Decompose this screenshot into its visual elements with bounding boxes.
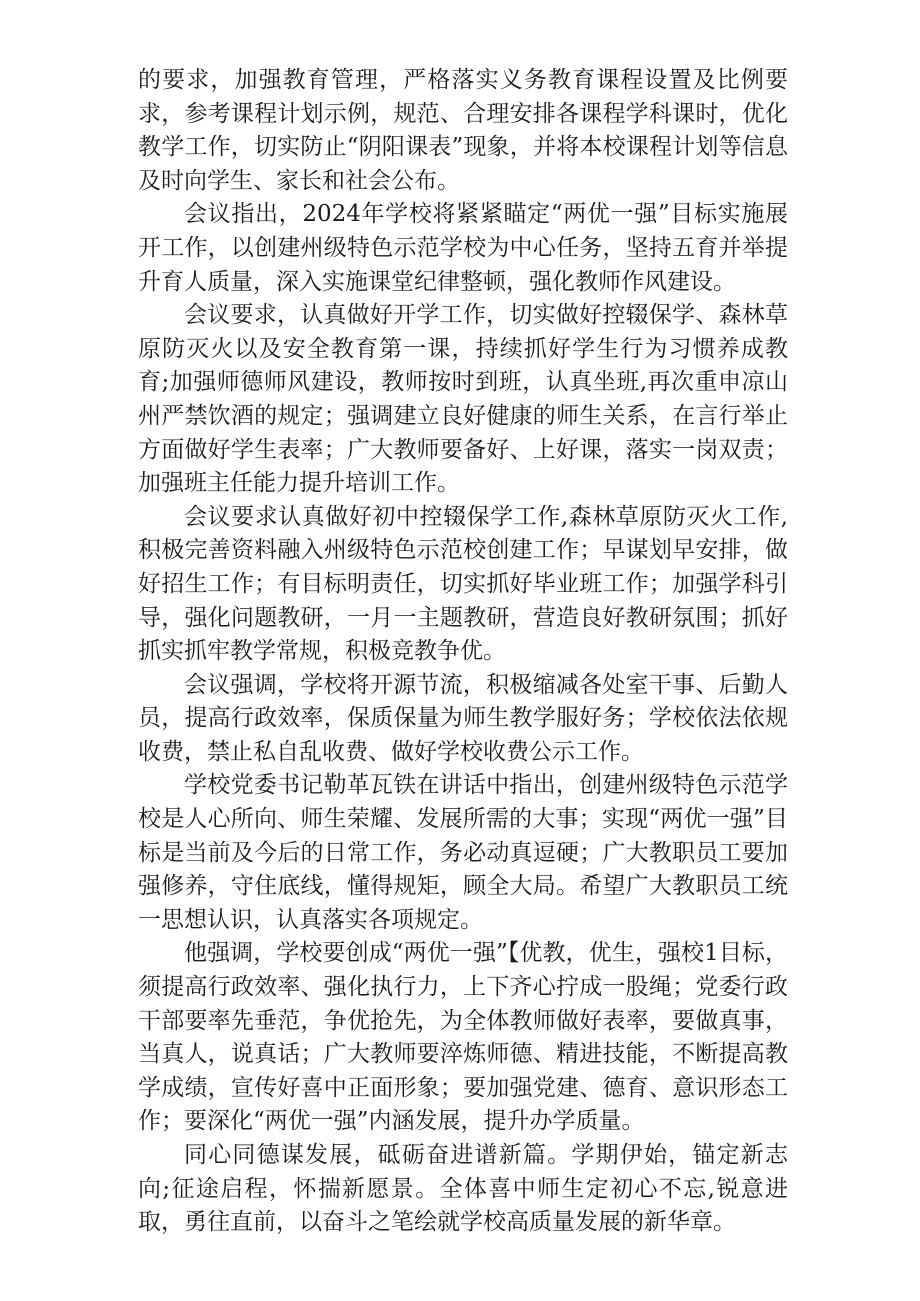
paragraph-junior-middle-requirements: 会议要求认真做好初中控辍保学工作,森林草原防灭火工作,积极完善资料融入州级特色示范校创建工作；早谋划早安排，做好招生工作；有目标明责任，切实抓好毕业班工作；加强学科引导，强化问题教研，一月一主题教研，营造良好教研氛围；抓好抓实抓牢教学常规，积极竞教争优。 (138, 503, 788, 665)
paragraph-closing: 同心同德谋发展，砥砺奋进谱新篇。学期伊始，锚定新志向;征途启程，怀揣新愿景。全体喜中师生定初心不忘,锐意进取，勇往直前，以奋斗之笔绘就学校高质量发展的新华章。 (138, 1142, 788, 1236)
paragraph-meeting-points: 会议指出，2024年学校将紧紧瞄定“两优一强”目标实施展开工作，以创建州级特色示范学校为中心任务，坚持五育并举提升育人质量，深入实施课堂纪律整顿，强化教师作风建设。 (138, 201, 788, 295)
paragraph-secretary-speech: 学校党委书记勒革瓦铁在讲话中指出，创建州级特色示范学校是人心所向、师生荣耀、发展所需的大事；实现“两优一强”目标是当前及今后的日常工作，务必动真逗硬；广大教职员工要加强修养，守住底线，懂得规矩，顾全大局。希望广大教职员工统一思想认识，认真落实各项规定。 (138, 772, 788, 933)
paragraph-meeting-requirements: 会议要求，认真做好开学工作，切实做好控辍保学、森林草原防灭火以及安全教育第一课，持续抓好学生行为习惯养成教育;加强师德师风建设，教师按时到班，认真坐班,再次重申凉山州严禁饮酒的规定；强调建立良好健康的师生关系，在言行举止方面做好学生表率；广大教师要备好、上好课，落实一岗双责；加强班主任能力提升培训工作。 (138, 302, 788, 497)
paragraph-meeting-emphasis: 会议强调，学校将开源节流，积极缩减各处室干事、后勤人员，提高行政效率，保质保量为师生教学服好务；学校依法依规收费，禁止私自乱收费、做好学校收费公示工作。 (138, 671, 788, 765)
paragraph-curriculum-continued: 的要求，加强教育管理，严格落实义务教育课程设置及比例要求，参考课程计划示例，规范、合理安排各课程学科课时，优化教学工作，切实防止“阴阳课表”现象，并将本校课程计划等信息及时向学生、家长和社会公布。 (138, 67, 788, 194)
document-body (138, 64, 788, 1240)
paragraph-two-excellence-goal: 他强调，学校要创成“两优一强”【优教，优生，强校1目标，须提高行政效率、强化执行力，上下齐心拧成一股绳；党委行政干部要率先垂范，争优抢先，为全体教师做好表率，要做真事，当真人，说真话；广大教师要淬炼师德、精进技能，不断提高教学成绩，宣传好喜中正面形象；要加强党建、德育、意识形态工作；要深化“两优一强”内涵发展，提升办学质量。 (138, 940, 788, 1135)
